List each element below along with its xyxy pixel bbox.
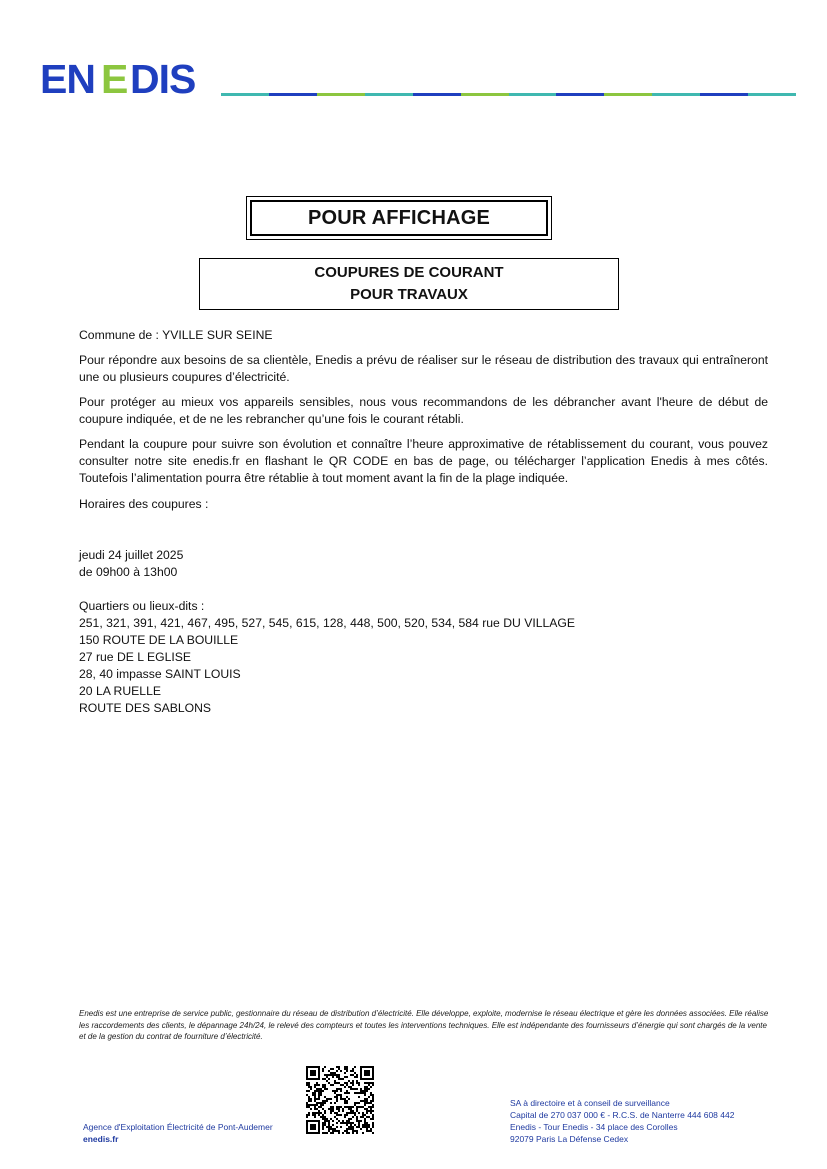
website-link[interactable]: enedis.fr	[83, 1134, 119, 1144]
location-item: 251, 321, 391, 421, 467, 495, 527, 545, 615, 128, 448, 500, 520, 534, 584 rue DU VILLAGE	[79, 616, 576, 630]
footer-agency	[83, 1121, 273, 1145]
location-item: 27 rue DE L EGLISE	[79, 650, 192, 664]
pour-affichage-title: POUR AFFICHAGE	[250, 200, 548, 236]
agency-name: Agence d'Exploitation Électricité de Pont-Audemer	[83, 1122, 273, 1132]
svg-text:DIS: DIS	[130, 60, 196, 100]
coupures-box	[199, 258, 619, 310]
location-item: 28, 40 impasse SAINT LOUIS	[79, 667, 241, 681]
svg-text:EN: EN	[40, 60, 95, 100]
quartiers-label: Quartiers ou lieux-dits :	[79, 599, 205, 613]
coupures-title-line1: COUPURES DE COURANT	[314, 264, 504, 281]
footer-legal-notice: Enedis est une entreprise de service public, gestionnaire du réseau de distribution d’électricité. Elle développe, exploite, modernise le réseau électrique et gère les données associées. Elle réalise les raccordements des clients, le dépannage 24h/24, le relevé des compteurs et toutes les interventions techniques. Elle est indépendante des fournisseurs d’énergie qui sont chargés de la vente et de la gestion du contrat de fourniture d’électricité.	[79, 1009, 769, 1041]
qr-code-icon[interactable]	[306, 1066, 374, 1134]
svg-text:E: E	[101, 60, 128, 100]
location-item: ROUTE DES SABLONS	[79, 701, 212, 715]
coupure-date: jeudi 24 juillet 2025	[79, 548, 184, 562]
commune-line: Commune de : YVILLE SUR SEINE	[79, 328, 273, 342]
coupure-horaire: de 09h00 à 13h00	[79, 565, 178, 579]
paragraph-protection: Pour protéger au mieux vos appareils sensibles, nous vous recommandons de les débrancher avant l'heure de début de coupure indiquée, et de ne les rebrancher qu’une fois le courant rétabli.	[79, 395, 768, 426]
company-line: Capital de 270 037 000 € - R.C.S. de Nanterre 444 608 442	[510, 1110, 735, 1120]
location-item: 150 ROUTE DE LA BOUILLE	[79, 633, 239, 647]
header-color-line	[221, 93, 796, 96]
paragraph-besoins: Pour répondre aux besoins de sa clientèle, Enedis a prévu de réaliser sur le réseau de distribution des travaux qui entraîneront une ou plusieurs coupures d’électricité.	[79, 353, 768, 384]
enedis-logo	[40, 60, 216, 100]
pour-affichage-box	[246, 196, 552, 240]
footer-company-info	[510, 1097, 734, 1145]
company-line: 92079 Paris La Défense Cedex	[510, 1134, 629, 1144]
coupures-title-line2: POUR TRAVAUX	[350, 286, 468, 303]
location-item: 20 LA RUELLE	[79, 684, 161, 698]
paragraph-suivi: Pendant la coupure pour suivre son évolution et connaître l’heure approximative de rétablissement du courant, vous pouvez consulter notre site enedis.fr en flashant le QR CODE en bas de page, ou télécharger l’application Enedis à mes côtés. Toutefois l’alimentation pourra être rétablie à tout moment avant la fin de la plage indiquée.	[79, 437, 768, 485]
horaires-label: Horaires des coupures :	[79, 497, 209, 511]
company-line: Enedis - Tour Enedis - 34 place des Corolles	[510, 1122, 678, 1132]
company-line: SA à directoire et à conseil de surveillance	[510, 1098, 670, 1108]
